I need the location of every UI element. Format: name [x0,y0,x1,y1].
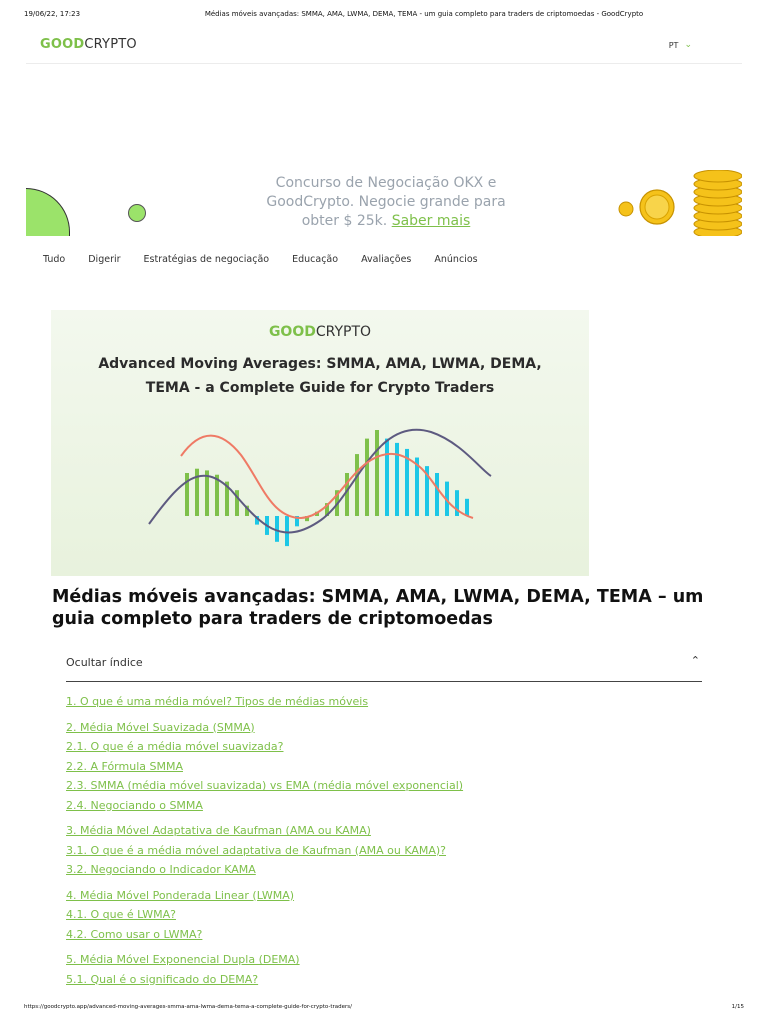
toc-list [66,692,702,989]
category-education[interactable]: Educação [292,254,339,265]
toc-toggle[interactable] [66,648,702,682]
category-all[interactable]: Tudo [43,254,66,265]
hero-title-line-2: TEMA - a Complete Guide for Crypto Traders [145,380,495,396]
promo-text [256,174,516,231]
print-footer [24,1004,744,1010]
histogram-bar [465,499,469,516]
hero-logo [51,324,589,340]
category-reviews[interactable]: Avaliações [361,254,412,265]
histogram-bar [285,516,289,546]
print-title: Médias móveis avançadas: SMMA, AMA, LWMA, DEMA, TEMA - um guia completo para traders de criptomoedas - GoodCrypto [204,10,644,18]
histogram-bar [205,470,209,516]
category-digest[interactable]: Digerir [88,254,121,265]
category-nav [43,254,478,265]
hero-logo-crypto: CRYPTO [315,324,372,340]
decorative-circle [128,204,146,222]
hero-title-line-1: Advanced Moving Averages: SMMA, AMA, LWMA, DEMA, [98,356,542,372]
hero-image [51,310,589,576]
category-announcements[interactable]: Anúncios [434,254,478,265]
hero-title [51,352,589,400]
histogram-bar [385,439,389,516]
toc-item[interactable]: 5.1. Qual é o significado do DEMA? [66,972,259,986]
coins-illustration [618,170,742,236]
toc-item[interactable]: 1. O que é uma média móvel? Tipos de médias móveis [66,695,369,708]
toc-item[interactable]: 5. Média Móvel Exponencial Dupla (DEMA) [66,953,300,966]
print-header [24,10,744,22]
toc-item[interactable]: 2. Média Móvel Suavizada (SMMA) [66,720,255,734]
chevron-up-icon: ⌃ [690,654,700,667]
histogram-bar [345,473,349,516]
histogram-bar [275,516,279,542]
histogram-bar [355,454,359,516]
toc-item[interactable]: 3. Média Móvel Adaptativa de Kaufman (AMA ou KAMA) [66,824,371,837]
language-label: PT [668,40,679,50]
toc-toggle-label: Ocultar índice [66,656,143,669]
toc-item[interactable]: 4.1. O que é LWMA? [66,908,176,921]
site-logo[interactable] [40,37,137,52]
print-page-number: 1/15 [731,1004,744,1010]
logo-crypto: CRYPTO [84,37,137,52]
promo-link[interactable]: Saber mais [391,213,471,229]
decorative-blob [26,188,70,236]
site-header [26,30,742,64]
chevron-down-icon: ⌄ [684,40,692,50]
toc-item[interactable]: 2.3. SMMA (média móvel suavizada) vs EMA (média móvel exponencial) [66,779,464,792]
print-date: 19/06/22, 17:23 [24,10,81,18]
toc-item[interactable]: 4.2. Como usar o LWMA? [66,927,203,941]
toc-item[interactable]: 2.4. Negociando o SMMA [66,798,203,812]
logo-good: GOOD [40,37,85,52]
moving-average-illustration [141,420,501,560]
histogram-bar [455,490,459,516]
red-ma-line [181,436,473,518]
print-url: https://goodcrypto.app/advanced-moving-averages-smma-ama-lwma-dema-tema-a-complete-guide-for-crypto-traders/ [24,1004,352,1010]
histogram-bar [375,430,379,516]
toc-item[interactable]: 4. Média Móvel Ponderada Linear (LWMA) [66,888,295,902]
article-title: Médias móveis avançadas: SMMA, AMA, LWMA, DEMA, TEMA – um guia completo para traders de criptomoedas [52,587,704,629]
table-of-contents [66,648,702,989]
toc-item[interactable]: 3.1. O que é a média móvel adaptativa de Kaufman (AMA ou KAMA)? [66,843,447,857]
toc-item[interactable]: 2.2. A Fórmula SMMA [66,759,183,773]
toc-item[interactable]: 2.1. O que é a média móvel suavizada? [66,740,284,753]
promo-message: Concurso de Negociação OKX e GoodCrypto. Negocie grande para obter $ 25k. [266,175,506,229]
hero-logo-good: GOOD [268,324,316,340]
histogram-bar [365,439,369,516]
toc-item[interactable]: 3.2. Negociando o Indicador KAMA [66,863,256,876]
histogram-bar [435,473,439,516]
purple-ma-line [149,430,491,533]
category-trading-strategies[interactable]: Estratégias de negociação [143,254,270,265]
language-selector[interactable] [669,40,692,50]
promo-banner[interactable] [26,170,742,236]
